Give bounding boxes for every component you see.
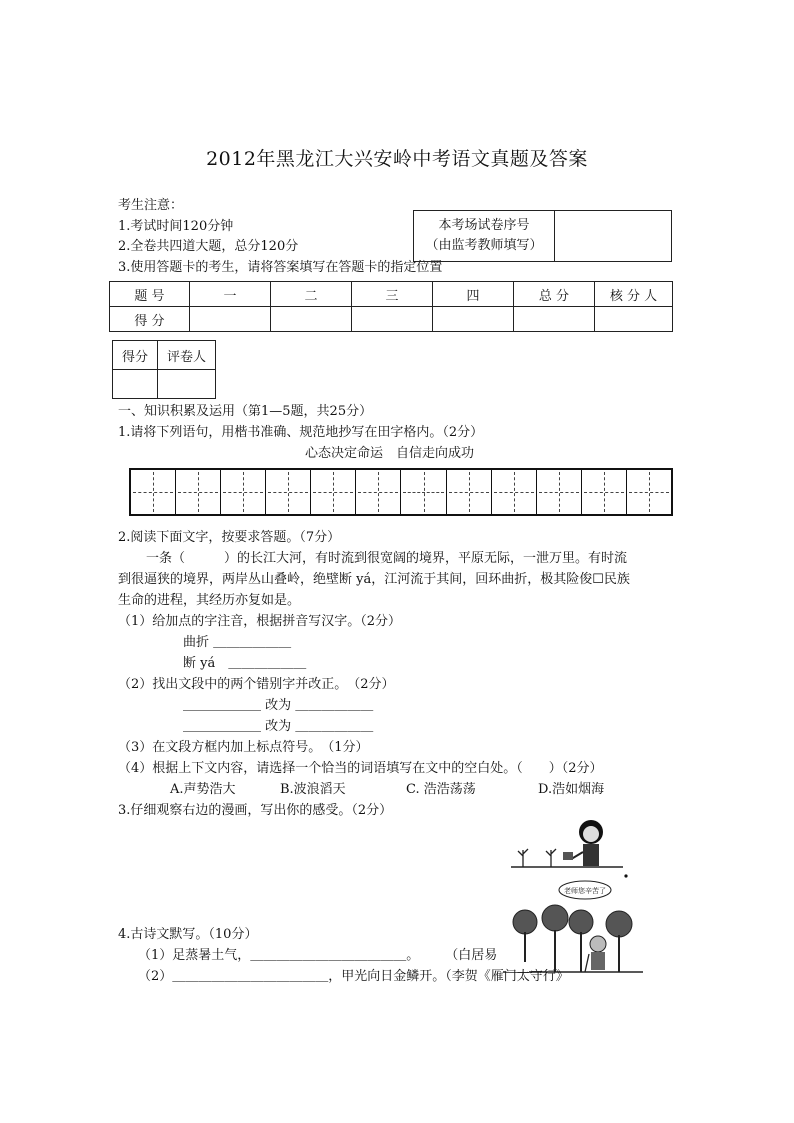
q4-prompt: 4.古诗文默写。（10分） [118, 927, 258, 942]
grid-cell[interactable] [221, 470, 266, 514]
grader-table [112, 340, 216, 399]
grader-score-cell[interactable] [113, 370, 158, 399]
q2-passage-line2: 到很逼狭的境界，两岸丛山叠岭，绝壁断 yá，江河流于其间，回环曲折，极其险俊☐民族 [118, 572, 630, 587]
notice-item-1: 1.考试时间120分钟 [118, 219, 234, 234]
q4-line2: （2）＿＿＿＿＿＿＿＿＿＿＿＿，甲光向日金鳞开。（李贺《雁门太守行》 [138, 969, 569, 984]
grid-cell[interactable] [356, 470, 401, 514]
notice-item-2: 2.全卷共四道大题，总分120分 [118, 239, 299, 254]
q2-passage-line1: 一条（ ）的长江大河，有时流到很宽阔的境界，平原无际，一泄万里。有时流 [146, 551, 628, 566]
seat-number-label [414, 211, 555, 262]
score-row-label: 得 分 [110, 307, 190, 332]
q2-sub1-a: 曲折 ＿＿＿＿＿＿ [183, 635, 292, 650]
grid-cell[interactable] [582, 470, 627, 514]
grid-cell[interactable] [266, 470, 311, 514]
seat-number-label-line2: （由监考教师填写） [425, 238, 543, 253]
notice-heading: 考生注意： [118, 198, 184, 213]
score-cell-1[interactable] [190, 307, 271, 332]
q2-prompt: 2.阅读下面文字，按要求答题。（7分） [118, 530, 341, 545]
section1-heading: 一、知识积累及运用（第1—5题，共25分） [118, 404, 373, 419]
q2-passage-line3: 生命的进程，其经历亦复如是。 [118, 593, 301, 608]
option-d: D.浩如烟海 [538, 782, 605, 797]
score-header-label: 题 号 [110, 282, 190, 307]
grid-cell[interactable] [176, 470, 221, 514]
option-b: B.波浪滔天 [280, 782, 346, 797]
score-cell-4[interactable] [433, 307, 514, 332]
q2-sub1-b: 断 yá ＿＿＿＿＿＿ [183, 656, 307, 671]
seat-number-box [413, 210, 672, 262]
q2-sub2: （2）找出文段中的两个错别字并改正。 （2分） [118, 677, 395, 692]
score-header-4: 四 [433, 282, 514, 307]
q1-prompt: 1.请将下列语句，用楷书准确、规范地抄写在田字格内。（2分） [118, 425, 484, 440]
grid-cell[interactable] [401, 470, 446, 514]
score-table [109, 281, 673, 332]
score-cell-3[interactable] [352, 307, 433, 332]
grader-name-label: 评卷人 [158, 341, 216, 370]
score-header-checker: 核 分 人 [595, 282, 673, 307]
score-cell-2[interactable] [271, 307, 352, 332]
comic-speech-bubble: 老师您辛苦了 [564, 887, 606, 895]
q1-sentence: 心态决定命运 自信走向成功 [305, 446, 475, 461]
q2-sub3: （3）在文段方框内加上标点符号。 （1分） [118, 740, 369, 755]
seat-number-label-line1: 本考场试卷序号 [438, 218, 530, 233]
score-header-2: 二 [271, 282, 352, 307]
notice-item-3: 3.使用答题卡的考生，请将答案填写在答题卡的指定位置 [118, 260, 443, 275]
grid-cell[interactable] [447, 470, 492, 514]
grid-cell[interactable] [627, 470, 671, 514]
score-header-1: 一 [190, 282, 271, 307]
q2-sub1: （1）给加点的字注音，根据拼音写汉字。（2分） [118, 614, 402, 629]
tianzige-grid[interactable] [129, 468, 673, 516]
q3-prompt: 3.仔细观察右边的漫画，写出你的感受。（2分） [118, 803, 393, 818]
grid-cell[interactable] [537, 470, 582, 514]
q2-sub2-b: ＿＿＿＿＿＿ 改为 ＿＿＿＿＿＿ [183, 719, 374, 734]
grid-cell[interactable] [492, 470, 537, 514]
comic-illustration [503, 812, 643, 982]
grader-score-label: 得分 [113, 341, 158, 370]
score-cell-total[interactable] [514, 307, 595, 332]
score-cell-checker[interactable] [595, 307, 673, 332]
grader-name-cell[interactable] [158, 370, 216, 399]
seat-number-field[interactable] [555, 211, 672, 262]
score-header-total: 总 分 [514, 282, 595, 307]
option-a: A.声势浩大 [170, 782, 236, 797]
q2-sub2-a: ＿＿＿＿＿＿ 改为 ＿＿＿＿＿＿ [183, 698, 374, 713]
grid-cell[interactable] [311, 470, 356, 514]
q2-sub4: （4）根据上下文内容，请选择一个恰当的词语填写在文中的空白处。（ ）（2分） [118, 761, 603, 776]
page-title: 2012年黑龙江大兴安岭中考语文真题及答案 [206, 148, 588, 170]
score-header-3: 三 [352, 282, 433, 307]
q4-line1: （1）足蒸暑土气，＿＿＿＿＿＿＿＿＿＿＿＿。 （白居易 [138, 948, 498, 963]
option-c: C. 浩浩荡荡 [406, 782, 476, 797]
grid-cell[interactable] [131, 470, 176, 514]
